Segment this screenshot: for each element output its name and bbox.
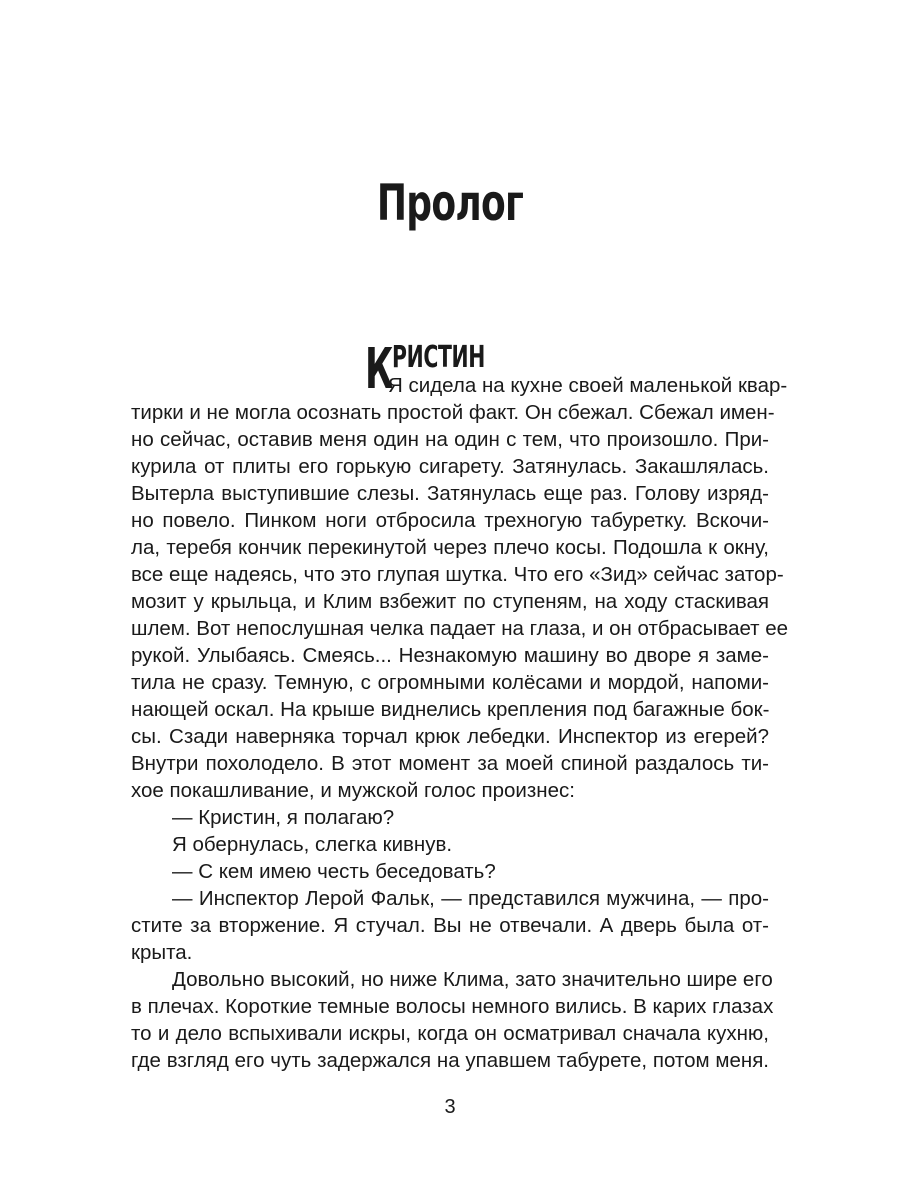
dialogue-line: Я обернулась, слегка кивнув. <box>172 833 453 856</box>
text-line: Вытерла выступившие слезы. Затянулась еще раз. Голову изряд- <box>131 482 769 505</box>
text-line: Довольно высокий, но ниже Клима, зато значительно шире его <box>172 968 773 991</box>
dialogue-line: — С кем имею честь беседовать? <box>172 860 496 883</box>
text-line: хое покашливание, и мужской голос произнес: <box>131 779 575 802</box>
text-line: шлем. Вот непослушная челка падает на глаза, и он отбрасывает ее <box>131 617 789 640</box>
text-line: ла, теребя кончик перекинутой через плечо косы. Подошла к окну, <box>131 536 769 559</box>
text-line: в плечах. Короткие темные волосы немного вились. В карих глазах <box>131 995 774 1018</box>
text-line: нающей оскал. На крыше виднелись крепления под багажные бок- <box>131 698 770 721</box>
section-heading-rest: РИСТИН <box>392 340 486 375</box>
text-line: тила не сразу. Темную, с огромными колёсами и мордой, напоми- <box>131 671 769 694</box>
page-number: 3 <box>444 1096 456 1118</box>
text-line: где взгляд его чуть задержался на упавшем табурете, потом меня. <box>131 1049 769 1072</box>
opening-paragraph <box>131 399 789 1074</box>
speech-line: крыта. <box>131 941 193 964</box>
text-line: курила от плиты его горькую сигарету. Затянулась. Закашлялась. <box>131 455 769 478</box>
text-line: мозит у крыльца, и Клим взбежит по ступеням, на ходу стаскивая <box>131 590 769 613</box>
speech-line: стите за вторжение. Я стучал. Вы не отвечали. А дверь была от- <box>131 914 769 937</box>
text-line: рукой. Улыбаясь. Смеясь... Незнакомую машину во дворе я заме- <box>131 644 769 667</box>
text-line: то и дело вспыхивали искры, когда он осматривал сначала кухню, <box>131 1022 769 1045</box>
text-line: тирки и не могла осознать простой факт. Он сбежал. Сбежал имен- <box>131 401 775 424</box>
dialogue-line: — Кристин, я полагаю? <box>172 806 395 829</box>
text-line: Внутри похолодело. В этот момент за моей спиной раздалось ти- <box>131 752 769 775</box>
text-line: все еще надеясь, что это глупая шутка. Что его «Зид» сейчас затор- <box>131 563 784 586</box>
drop-cap-initial: К <box>365 337 394 402</box>
first-line: Я сидела на кухне своей маленькой квар- <box>388 374 788 397</box>
text-line: сы. Сзади наверняка торчал крюк лебедки. Инспектор из егерей? <box>131 725 769 748</box>
text-line: но повело. Пинком ноги отбросила трехногую табуретку. Вскочи- <box>131 509 769 532</box>
speech-line: — Инспектор Лерой Фальк, — представился мужчина, — про- <box>172 887 769 910</box>
chapter-title: Пролог <box>376 174 524 232</box>
text-line: но сейчас, оставив меня один на один с тем, что произошло. При- <box>131 428 769 451</box>
